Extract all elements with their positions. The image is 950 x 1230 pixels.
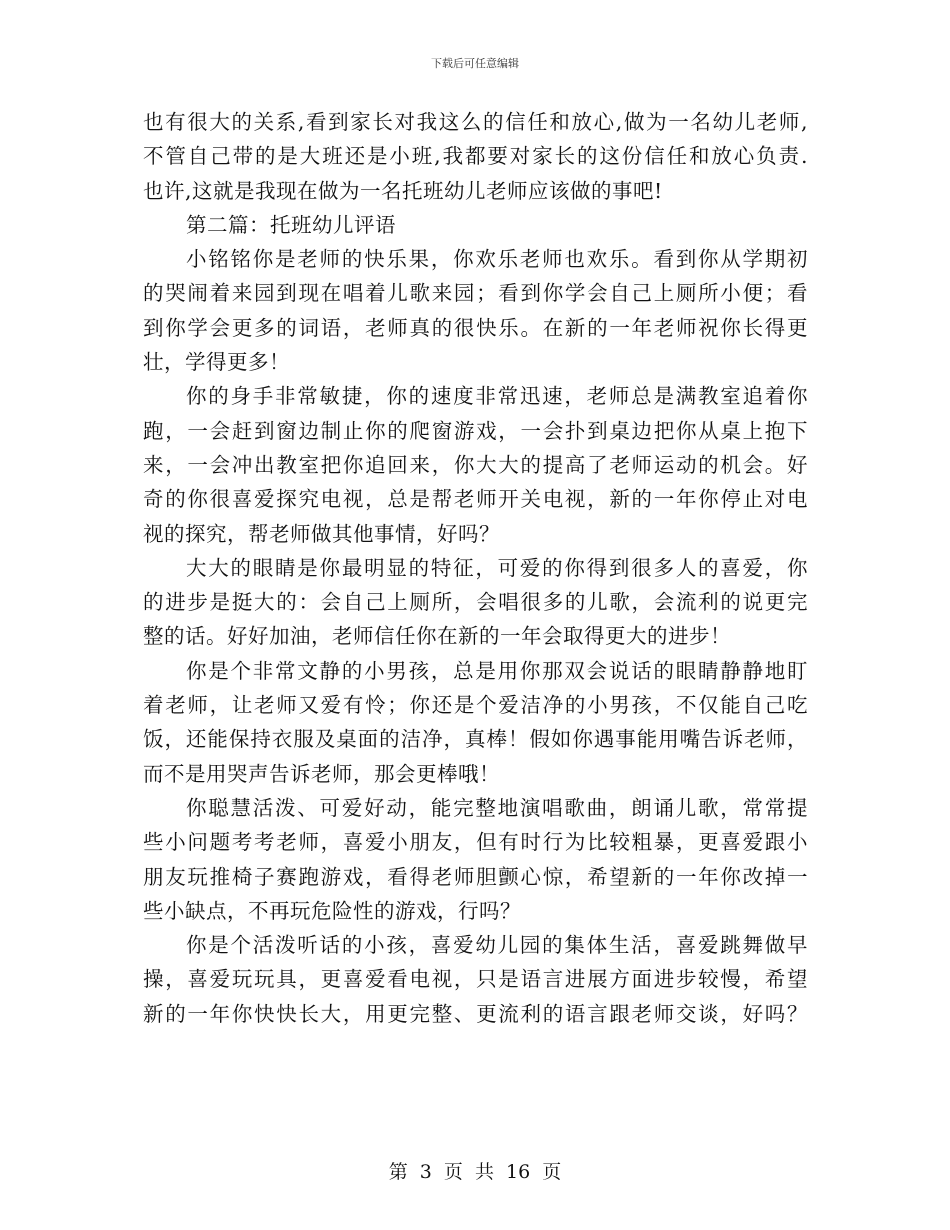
section-heading: 第二篇：托班幼儿评语 — [186, 212, 396, 237]
paragraph-line: 你是个非常文静的小男孩，总是用你那双会说话的眼睛静静地盯 — [186, 658, 808, 683]
paragraph-line: 大大的眼睛是你最明显的特征，可爱的你得到很多人的喜爱，你 — [186, 555, 808, 580]
paragraph-line: 到你学会更多的词语，老师真的很快乐。在新的一年老师祝你长得更 — [143, 315, 808, 340]
page-number-footer: 第 3 页 共 16 页 — [388, 1161, 562, 1183]
paragraph-line: 饭，还能保持衣服及桌面的洁净，真棒！假如你遇事能用嘴告诉老师， — [143, 727, 808, 752]
paragraph-line: 的哭闹着来园到现在唱着儿歌来园；看到你学会自己上厕所小便；看 — [143, 281, 808, 306]
paragraph-line: 奇的你很喜爱探究电视，总是帮老师开关电视，新的一年你停止对电 — [143, 487, 808, 512]
paragraph-line: 视的探究，帮老师做其他事情，好吗？ — [143, 521, 500, 546]
page-header: 下载后可任意编辑 — [431, 57, 519, 70]
body-line: 也有很大的关系,看到家长对我这么的信任和放心,做为一名幼儿老师, — [143, 110, 808, 134]
paragraph-line: 壮，学得更多！ — [143, 350, 290, 375]
paragraph-line: 你是个活泼听话的小孩，喜爱幼儿园的集体生活，喜爱跳舞做早 — [186, 933, 808, 958]
paragraph-line: 新的一年你快快长大，用更完整、更流利的语言跟老师交谈，好吗？ — [143, 1001, 808, 1026]
paragraph-line: 操，喜爱玩玩具，更喜爱看电视，只是语言进展方面进步较慢，希望 — [143, 967, 808, 992]
paragraph-line: 朋友玩推椅子赛跑游戏，看得老师胆颤心惊，希望新的一年你改掉一 — [143, 864, 808, 889]
paragraph-line: 小铭铭你是老师的快乐果，你欢乐老师也欢乐。看到你从学期初 — [186, 247, 808, 272]
paragraph-line: 的进步是挺大的：会自己上厕所，会唱很多的儿歌，会流利的说更完 — [143, 590, 808, 615]
body-line: 不管自己带的是大班还是小班,我都要对家长的这份信任和放心负责. — [143, 144, 808, 169]
paragraph-line: 你的身手非常敏捷，你的速度非常迅速，老师总是满教室追着你 — [186, 384, 808, 409]
body-line: 也许,这就是我现在做为一名托班幼儿老师应该做的事吧! — [143, 178, 663, 203]
paragraph-line: 跑，一会赶到窗边制止你的爬窗游戏，一会扑到桌边把你从桌上抱下 — [143, 418, 808, 443]
paragraph-line: 整的话。好好加油，老师信任你在新的一年会取得更大的进步！ — [143, 624, 731, 649]
paragraph-line: 着老师，让老师又爱有怜；你还是个爱洁净的小男孩，不仅能自己吃 — [143, 693, 808, 718]
paragraph-line: 来，一会冲出教室把你追回来，你大大的提高了老师运动的机会。好 — [143, 452, 808, 477]
paragraph-line: 而不是用哭声告诉老师，那会更棒哦！ — [143, 761, 500, 786]
paragraph-line: 些小缺点，不再玩危险性的游戏，行吗？ — [143, 898, 521, 923]
paragraph-line: 你聪慧活泼、可爱好动，能完整地演唱歌曲，朗诵儿歌，常常提 — [186, 795, 808, 820]
document-body — [143, 105, 808, 1031]
paragraph-line: 些小问题考考老师，喜爱小朋友，但有时行为比较粗暴，更喜爱跟小 — [143, 830, 808, 855]
